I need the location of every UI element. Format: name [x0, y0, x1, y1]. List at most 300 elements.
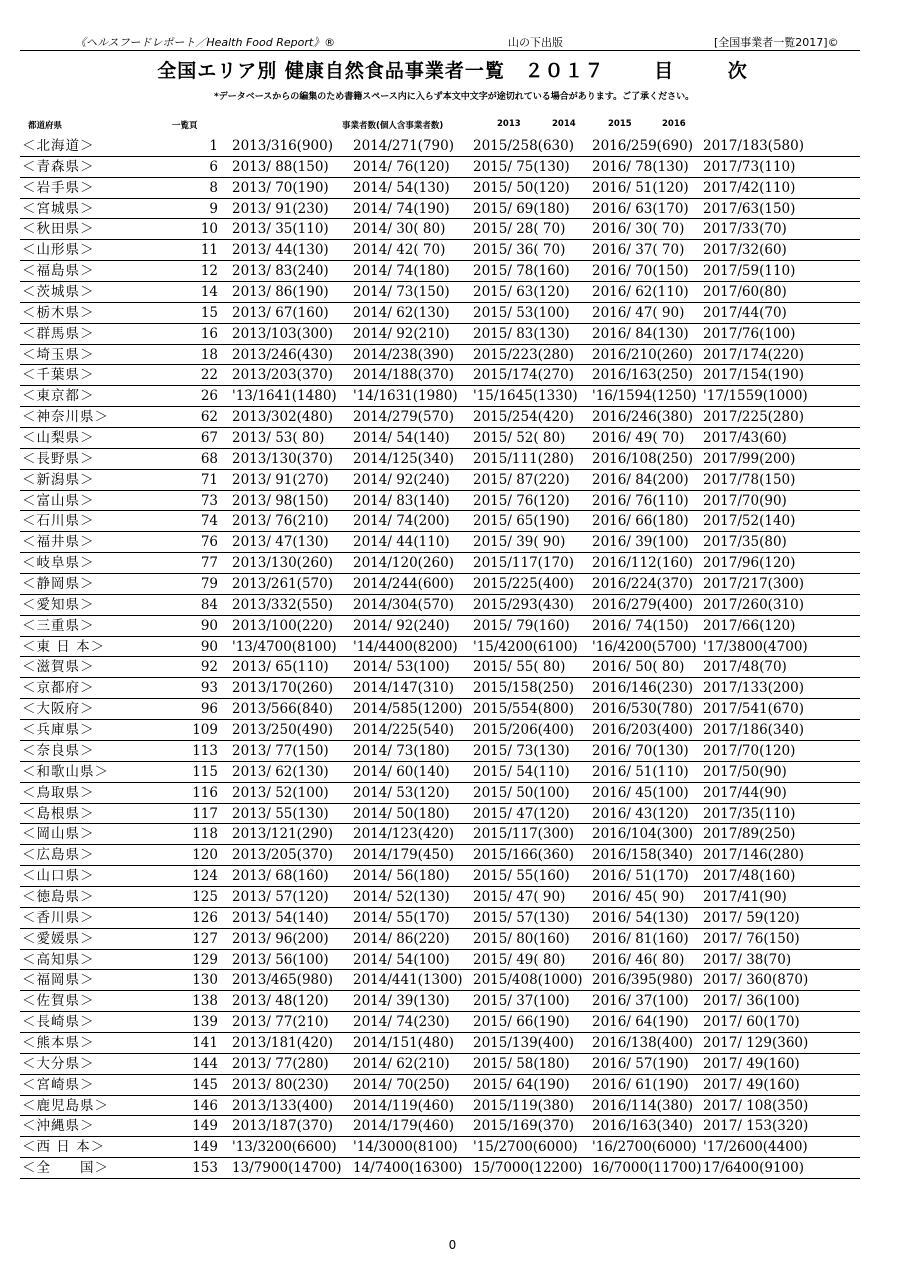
- cell-page: 96: [200, 701, 218, 718]
- cell-page: 153: [192, 1160, 218, 1177]
- cell-page: 26: [200, 388, 218, 405]
- cell-2016: '16/4200(5700): [592, 638, 697, 655]
- cell-2015: 2015/169(370): [473, 1118, 574, 1135]
- cell-2013: 2013/ 76(210): [232, 513, 329, 530]
- cell-2013: 2013/ 83(240): [232, 263, 329, 280]
- cell-prefecture: ＜神奈川県＞: [22, 409, 109, 426]
- cell-2014: 2014/120(260): [353, 555, 454, 572]
- cell-2015: 15/7000(12200): [473, 1160, 583, 1177]
- table-row: [20, 970, 860, 991]
- table-row: [20, 303, 860, 324]
- cell-2013: 2013/ 67(160): [232, 304, 329, 321]
- cell-2015: 2015/ 66(190): [473, 1014, 570, 1031]
- cell-prefecture: ＜佐賀県＞: [22, 993, 95, 1010]
- table-row: [20, 365, 860, 386]
- cell-prefecture: ＜沖縄県＞: [22, 1118, 95, 1135]
- cell-2014: 2014/238(390): [353, 346, 454, 363]
- cell-page: 90: [200, 617, 218, 634]
- cell-prefecture: ＜秋田県＞: [22, 221, 95, 238]
- cell-prefecture: ＜京都府＞: [22, 680, 95, 697]
- cell-2015: 2015/166(360): [473, 847, 574, 864]
- table-row: [20, 157, 860, 178]
- cell-page: 1: [209, 138, 218, 154]
- cell-2015: 2015/ 64(190): [473, 1076, 570, 1093]
- cell-2014: '14/1631(1980): [353, 388, 458, 405]
- cell-page: 8: [209, 179, 218, 196]
- cell-2017: 2017/42(110): [703, 179, 796, 196]
- cell-2014: 2014/ 44(110): [353, 534, 450, 551]
- cell-2016: 2016/ 61(190): [592, 1076, 689, 1093]
- cell-2015: 2015/408(1000): [473, 972, 583, 989]
- cell-2014: 2014/ 60(140): [353, 763, 450, 780]
- header-left: 《ヘルスフードレポート／Health Food Report》®: [75, 36, 336, 49]
- table-row: [20, 762, 860, 783]
- cell-2017: 2017/48(70): [703, 659, 787, 676]
- cell-prefecture: ＜高知県＞: [22, 951, 95, 968]
- cell-prefecture: ＜大分県＞: [22, 1055, 95, 1072]
- cell-2016: 2016/ 30( 70): [592, 221, 685, 238]
- cell-2017: 2017/ 49(160): [703, 1076, 800, 1093]
- cell-2016: 2016/114(380): [592, 1097, 693, 1114]
- header-center: 山の下出版: [508, 36, 563, 49]
- cell-2017: 2017/ 60(170): [703, 1014, 800, 1031]
- cell-2017: 2017/44(70): [703, 304, 787, 321]
- cell-2017: 2017/60(80): [703, 284, 787, 301]
- cell-2016: '16/1594(1250): [592, 388, 697, 405]
- cell-2014: 2014/ 92(210): [353, 325, 450, 342]
- header-divider: [20, 50, 860, 51]
- cell-2016: 2016/210(260): [592, 346, 693, 363]
- table-row: [20, 845, 860, 866]
- cell-2015: 2015/ 58(180): [473, 1055, 570, 1072]
- cell-page: 71: [200, 471, 218, 488]
- cell-page: 84: [200, 596, 218, 613]
- table-row: [20, 657, 860, 678]
- table-row: [20, 637, 860, 658]
- cell-prefecture: ＜新潟県＞: [22, 471, 95, 488]
- cell-page: 92: [200, 659, 218, 676]
- cell-2013: 2013/ 35(110): [232, 221, 329, 238]
- cell-2017: 2017/52(140): [703, 513, 796, 530]
- table-row: [20, 219, 860, 240]
- title-toc-2: 次: [727, 60, 748, 82]
- cell-2015: 2015/117(300): [473, 826, 574, 843]
- cell-prefecture: ＜茨城県＞: [22, 284, 95, 301]
- cell-2013: 2013/205(370): [232, 847, 333, 864]
- table-row: [20, 1012, 860, 1033]
- cell-2014: 2014/244(600): [353, 576, 454, 593]
- cell-2016: 2016/203(400): [592, 722, 693, 739]
- cell-2014: 14/7400(16300): [353, 1160, 463, 1177]
- table-row: [20, 929, 860, 950]
- cell-2013: 2013/ 62(130): [232, 763, 329, 780]
- cell-2016: 2016/395(980): [592, 972, 693, 989]
- cell-2017: 2017/44(90): [703, 784, 787, 801]
- page-number: 0: [448, 1238, 457, 1252]
- cell-2013: 2013/ 77(150): [232, 742, 329, 759]
- cell-page: 93: [200, 680, 218, 697]
- cell-page: 77: [200, 555, 218, 572]
- table-row: [20, 741, 860, 762]
- cell-2016: 2016/ 51(120): [592, 179, 689, 196]
- cell-2017: 2017/41(90): [703, 888, 787, 905]
- col-header-count: 事業者数(個人含事業者数): [342, 121, 444, 131]
- cell-page: 18: [200, 346, 218, 363]
- table-row: [20, 282, 860, 303]
- cell-2013: 2013/302(480): [232, 409, 333, 426]
- cell-2016: 2016/163(340): [592, 1118, 693, 1135]
- cell-2017: 2017/183(580): [703, 138, 804, 154]
- cell-2014: 2014/ 53(120): [353, 784, 450, 801]
- cell-2013: 2013/121(290): [232, 826, 333, 843]
- cell-2015: '15/1645(1330): [473, 388, 578, 405]
- cell-2016: '16/2700(6000): [592, 1139, 697, 1156]
- cell-2016: 2016/ 70(150): [592, 263, 689, 280]
- cell-2013: 2013/ 56(100): [232, 951, 329, 968]
- cell-2015: 2015/ 65(190): [473, 513, 570, 530]
- table-row: [20, 991, 860, 1012]
- cell-2016: 2016/ 81(160): [592, 930, 689, 947]
- cell-2017: 2017/260(310): [703, 596, 804, 613]
- cell-2016: 2016/246(380): [592, 409, 693, 426]
- cell-page: 120: [192, 847, 218, 864]
- cell-2014: 2014/188(370): [353, 367, 454, 384]
- cell-2016: 2016/138(400): [592, 1034, 693, 1051]
- cell-2015: 2015/ 55(160): [473, 868, 570, 885]
- cell-page: 15: [200, 304, 218, 321]
- cell-2015: 2015/ 28( 70): [473, 221, 566, 238]
- cell-2015: 2015/158(250): [473, 680, 574, 697]
- cell-2017: 2017/174(220): [703, 346, 804, 363]
- table-row: [20, 199, 860, 220]
- cell-2015: 2015/174(270): [473, 367, 574, 384]
- cell-2015: 2015/119(380): [473, 1097, 574, 1114]
- cell-prefecture: ＜奈良県＞: [22, 742, 95, 759]
- cell-prefecture: ＜福島県＞: [22, 263, 95, 280]
- table-row: [20, 1075, 860, 1096]
- cell-page: 73: [200, 492, 218, 509]
- cell-2016: 2016/ 45( 90): [592, 888, 685, 905]
- cell-2014: 2014/119(460): [353, 1097, 454, 1114]
- col-header-2015: 2015: [608, 119, 632, 129]
- cell-page: 118: [192, 826, 218, 843]
- cell-2015: 2015/ 52( 80): [473, 430, 566, 447]
- cell-2015: 2015/225(400): [473, 576, 574, 593]
- cell-prefecture: ＜大阪府＞: [22, 701, 95, 718]
- cell-2014: 2014/ 39(130): [353, 993, 450, 1010]
- table-row: [20, 720, 860, 741]
- cell-prefecture: ＜西 日 本＞: [22, 1139, 106, 1156]
- cell-2014: '14/4400(8200): [353, 638, 458, 655]
- cell-2017: 2017/ 129(360): [703, 1034, 809, 1051]
- cell-2014: 2014/179(450): [353, 847, 454, 864]
- cell-2014: 2014/ 74(190): [353, 200, 450, 217]
- cell-prefecture: ＜山梨県＞: [22, 430, 95, 447]
- table-row: [20, 491, 860, 512]
- cell-2014: 2014/ 73(180): [353, 742, 450, 759]
- col-header-prefecture: 都道府県: [28, 121, 63, 131]
- cell-2016: 2016/ 50( 80): [592, 659, 685, 676]
- cell-2013: '13/3200(6600): [232, 1139, 337, 1156]
- cell-2015: 2015/293(430): [473, 596, 574, 613]
- table-row: [20, 616, 860, 637]
- cell-2017: 2017/70(90): [703, 492, 787, 509]
- cell-2014: 2014/ 76(120): [353, 158, 450, 175]
- cell-page: 115: [192, 763, 218, 780]
- cell-page: 6: [209, 158, 218, 175]
- table-row: [20, 783, 860, 804]
- cell-2013: 2013/ 88(150): [232, 158, 329, 175]
- cell-page: 9: [209, 200, 218, 217]
- cell-2016: 2016/104(300): [592, 826, 693, 843]
- cell-2013: 2013/ 77(280): [232, 1055, 329, 1072]
- cell-prefecture: ＜埼玉県＞: [22, 346, 95, 363]
- cell-2017: 2017/154(190): [703, 367, 804, 384]
- cell-2013: 2013/130(260): [232, 555, 333, 572]
- table-row: [20, 804, 860, 825]
- cell-2014: 2014/ 54(100): [353, 951, 450, 968]
- cell-2015: 2015/ 73(130): [473, 742, 570, 759]
- cell-page: 11: [200, 242, 218, 259]
- col-header-2016: 2016: [662, 119, 686, 129]
- cell-2016: 2016/ 84(200): [592, 471, 689, 488]
- cell-2017: 2017/ 59(120): [703, 909, 800, 926]
- cell-2013: 2013/ 96(200): [232, 930, 329, 947]
- cell-prefecture: ＜熊本県＞: [22, 1034, 95, 1051]
- cell-2013: 2013/ 98(150): [232, 492, 329, 509]
- cell-2016: 2016/ 39(100): [592, 534, 689, 551]
- cell-page: 116: [192, 784, 218, 801]
- cell-page: 16: [200, 325, 218, 342]
- cell-2013: 2013/ 57(120): [232, 888, 329, 905]
- table-row: [20, 574, 860, 595]
- prefecture-table: [20, 136, 860, 1179]
- table-row: [20, 428, 860, 449]
- cell-2017: 2017/217(300): [703, 576, 804, 593]
- col-header-2014: 2014: [552, 119, 576, 129]
- cell-page: 130: [192, 972, 218, 989]
- cell-prefecture: ＜兵庫県＞: [22, 722, 95, 739]
- cell-2015: 2015/ 69(180): [473, 200, 570, 217]
- cell-2017: 2017/133(200): [703, 680, 804, 697]
- table-row: [20, 553, 860, 574]
- cell-2013: 2013/ 55(130): [232, 805, 329, 822]
- cell-2014: 2014/ 74(180): [353, 263, 450, 280]
- running-header: [0, 34, 905, 50]
- cell-2015: 2015/ 80(160): [473, 930, 570, 947]
- table-row: [20, 386, 860, 407]
- cell-page: 109: [192, 722, 218, 739]
- cell-2015: 2015/258(630): [473, 138, 574, 154]
- cell-2016: 2016/ 37(100): [592, 993, 689, 1010]
- cell-2015: 2015/ 39( 90): [473, 534, 566, 551]
- cell-2017: 2017/78(150): [703, 471, 796, 488]
- table-row: [20, 595, 860, 616]
- cell-2014: 2014/ 73(150): [353, 284, 450, 301]
- cell-page: 79: [200, 576, 218, 593]
- cell-2017: 2017/146(280): [703, 847, 804, 864]
- cell-2017: 2017/48(160): [703, 868, 796, 885]
- cell-2016: 16/7000(11700): [592, 1160, 702, 1177]
- cell-page: 124: [192, 868, 218, 885]
- cell-prefecture: ＜三重県＞: [22, 617, 95, 634]
- cell-2016: 2016/259(690): [592, 138, 693, 154]
- cell-2016: 2016/ 43(120): [592, 805, 689, 822]
- cell-prefecture: ＜静岡県＞: [22, 576, 95, 593]
- cell-2015: 2015/ 75(130): [473, 158, 570, 175]
- cell-page: 113: [192, 742, 218, 759]
- cell-prefecture: ＜千葉県＞: [22, 367, 95, 384]
- cell-2016: 2016/ 49( 70): [592, 430, 685, 447]
- cell-2014: 2014/ 70(250): [353, 1076, 450, 1093]
- cell-2015: 2015/ 63(120): [473, 284, 570, 301]
- header-right: [全国事業者一覧2017]©: [714, 36, 839, 49]
- table-row: [20, 449, 860, 470]
- cell-2017: 2017/73(110): [703, 158, 796, 175]
- cell-2013: 2013/ 91(230): [232, 200, 329, 217]
- cell-2014: '14/3000(8100): [353, 1139, 458, 1156]
- cell-2016: 2016/ 51(170): [592, 868, 689, 885]
- cell-prefecture: ＜東京都＞: [22, 388, 95, 405]
- cell-2016: 2016/ 54(130): [592, 909, 689, 926]
- cell-2015: 2015/ 57(130): [473, 909, 570, 926]
- cell-2013: 2013/203(370): [232, 367, 333, 384]
- cell-2016: 2016/158(340): [592, 847, 693, 864]
- cell-2014: 2014/225(540): [353, 722, 454, 739]
- cell-2015: 2015/ 87(220): [473, 471, 570, 488]
- cell-2016: 2016/279(400): [592, 596, 693, 613]
- cell-page: 67: [200, 430, 218, 447]
- cell-2017: 2017/59(110): [703, 263, 796, 280]
- cell-2017: 2017/ 108(350): [703, 1097, 809, 1114]
- cell-2017: 2017/541(670): [703, 701, 804, 718]
- cell-2015: 2015/ 79(160): [473, 617, 570, 634]
- cell-2016: 2016/ 64(190): [592, 1014, 689, 1031]
- cell-2016: 2016/224(370): [592, 576, 693, 593]
- cell-2013: 2013/ 53( 80): [232, 430, 325, 447]
- cell-2014: 2014/ 56(180): [353, 868, 450, 885]
- cell-2015: 2015/ 55( 80): [473, 659, 566, 676]
- table-row: [20, 887, 860, 908]
- cell-2017: 2017/43(60): [703, 430, 787, 447]
- cell-page: 90: [200, 638, 218, 655]
- cell-2016: 2016/112(160): [592, 555, 693, 572]
- cell-page: 14: [200, 284, 218, 301]
- cell-2013: 2013/187(370): [232, 1118, 333, 1135]
- cell-2014: 2014/271(790): [353, 138, 454, 154]
- cell-2016: 2016/ 74(150): [592, 617, 689, 634]
- cell-2013: 2013/332(550): [232, 596, 333, 613]
- cell-page: 10: [200, 221, 218, 238]
- title-main: 全国エリア別 健康自然食品事業者一覧: [157, 60, 505, 82]
- cell-2014: 2014/179(460): [353, 1118, 454, 1135]
- cell-2016: 2016/530(780): [592, 701, 693, 718]
- cell-2013: 2013/ 47(130): [232, 534, 329, 551]
- cell-prefecture: ＜石川県＞: [22, 513, 95, 530]
- cell-page: 129: [192, 951, 218, 968]
- cell-2013: 2013/ 68(160): [232, 868, 329, 885]
- cell-2015: 2015/ 53(100): [473, 304, 570, 321]
- cell-2016: 2016/ 70(130): [592, 742, 689, 759]
- table-row: [20, 1033, 860, 1054]
- table-row: [20, 1096, 860, 1117]
- cell-2013: 2013/103(300): [232, 325, 333, 342]
- cell-prefecture: ＜滋賀県＞: [22, 659, 95, 676]
- cell-2013: 2013/ 54(140): [232, 909, 329, 926]
- cell-2016: 2016/146(230): [592, 680, 693, 697]
- cell-prefecture: ＜山形県＞: [22, 242, 95, 259]
- table-row: [20, 511, 860, 532]
- cell-2015: 2015/206(400): [473, 722, 574, 739]
- cell-2017: 2017/35(80): [703, 534, 787, 551]
- cell-prefecture: ＜富山県＞: [22, 492, 95, 509]
- cell-2014: 2014/147(310): [353, 680, 454, 697]
- cell-2014: 2014/ 92(240): [353, 617, 450, 634]
- cell-prefecture: ＜宮城県＞: [22, 200, 95, 217]
- cell-prefecture: ＜島根県＞: [22, 805, 95, 822]
- cell-2014: 2014/585(1200): [353, 701, 463, 718]
- cell-2016: 2016/108(250): [592, 450, 693, 467]
- cell-page: 76: [200, 534, 218, 551]
- cell-2017: 17/6400(9100): [703, 1160, 804, 1177]
- cell-2017: 2017/33(70): [703, 221, 787, 238]
- cell-2016: 2016/ 62(110): [592, 284, 689, 301]
- cell-2014: 2014/ 30( 80): [353, 221, 446, 238]
- cell-2013: 2013/133(400): [232, 1097, 333, 1114]
- cell-2017: 2017/76(100): [703, 325, 796, 342]
- cell-2015: 2015/ 78(160): [473, 263, 570, 280]
- cell-prefecture: ＜栃木県＞: [22, 304, 95, 321]
- title-toc-1: 目: [654, 60, 675, 82]
- table-row: [20, 345, 860, 366]
- cell-2013: 2013/170(260): [232, 680, 333, 697]
- cell-2015: '15/2700(6000): [473, 1139, 578, 1156]
- table-row: [20, 908, 860, 929]
- cell-2017: 2017/ 49(160): [703, 1055, 800, 1072]
- cell-page: 22: [200, 367, 218, 384]
- cell-2013: 2013/ 48(120): [232, 993, 329, 1010]
- table-row: [20, 1116, 860, 1137]
- cell-2013: 2013/ 52(100): [232, 784, 329, 801]
- page-title: [0, 56, 905, 83]
- cell-2015: 2015/223(280): [473, 346, 574, 363]
- cell-2014: 2014/ 50(180): [353, 805, 450, 822]
- cell-2013: 2013/ 80(230): [232, 1076, 329, 1093]
- cell-2013: '13/4700(8100): [232, 638, 337, 655]
- cell-2017: '17/3800(4700): [703, 638, 808, 655]
- cell-2014: 2014/ 53(100): [353, 659, 450, 676]
- table-row: [20, 678, 860, 699]
- cell-2016: 2016/ 63(170): [592, 200, 689, 217]
- cell-2014: 2014/125(340): [353, 450, 454, 467]
- cell-prefecture: ＜福岡県＞: [22, 972, 95, 989]
- cell-2017: 2017/ 360(870): [703, 972, 809, 989]
- cell-page: 74: [200, 513, 218, 530]
- cell-prefecture: ＜徳島県＞: [22, 888, 95, 905]
- cell-2013: 2013/566(840): [232, 701, 333, 718]
- cell-prefecture: ＜岐阜県＞: [22, 555, 95, 572]
- cell-2015: 2015/254(420): [473, 409, 574, 426]
- cell-2016: 2016/ 46( 80): [592, 951, 685, 968]
- cell-2017: 2017/66(120): [703, 617, 796, 634]
- cell-2017: 2017/99(200): [703, 450, 796, 467]
- cell-2015: 2015/ 54(110): [473, 763, 570, 780]
- cell-2014: 2014/123(420): [353, 826, 454, 843]
- cell-2016: 2016/163(250): [592, 367, 693, 384]
- cell-2013: 2013/100(220): [232, 617, 333, 634]
- cell-2015: 2015/ 37(100): [473, 993, 570, 1010]
- cell-2017: 2017/186(340): [703, 722, 804, 739]
